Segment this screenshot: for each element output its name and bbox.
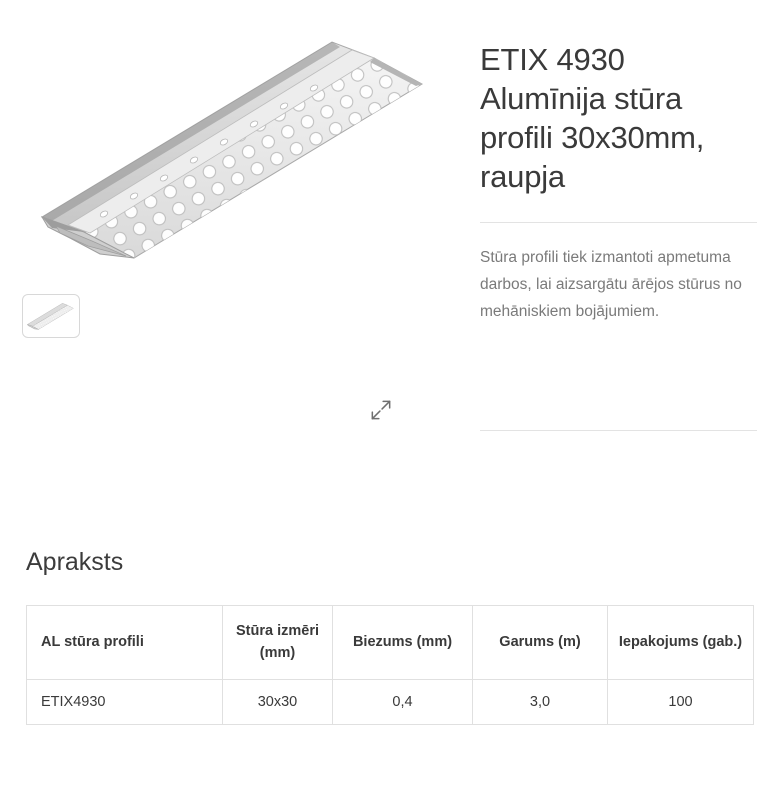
section-heading: Apraksts	[26, 548, 124, 576]
specification-table	[26, 605, 754, 725]
table-cell-0-0: ETIX4930	[27, 679, 223, 724]
table-header-row	[27, 606, 754, 680]
table-header-cell-3: Garums (m)	[473, 606, 608, 680]
main-product-image[interactable]	[22, 22, 452, 272]
table-header-cell-4: Iepakojums (gab.)	[608, 606, 754, 680]
table-header-cell-1: Stūra izmēri (mm)	[223, 606, 333, 680]
info-divider-top	[480, 222, 757, 223]
product-title: ETIX 4930 Alumīnija stūra profili 30x30mm, raupja	[480, 42, 705, 195]
product-gallery	[22, 22, 452, 431]
table-cell-0-1: 30x30	[223, 679, 333, 724]
description-section	[0, 548, 779, 725]
thumbnail-list	[22, 294, 452, 338]
table-cell-0-4: 100	[608, 679, 754, 724]
table-cell-0-3: 3,0	[473, 679, 608, 724]
product-description: Stūra profili tiek izmantoti apmetuma darbos, lai aizsargātu ārējos stūrus no mehāniskiem bojājumiem.	[480, 249, 742, 320]
info-divider-bottom	[480, 430, 757, 431]
table-cell-0-2: 0,4	[333, 679, 473, 724]
product-info	[452, 22, 757, 431]
table-header-cell-2: Biezums (mm)	[333, 606, 473, 680]
thumbnail-item-1[interactable]	[22, 294, 80, 338]
table-row	[27, 679, 754, 724]
expand-image-icon[interactable]	[368, 397, 394, 423]
table-header-cell-0: AL stūra profili	[27, 606, 223, 680]
